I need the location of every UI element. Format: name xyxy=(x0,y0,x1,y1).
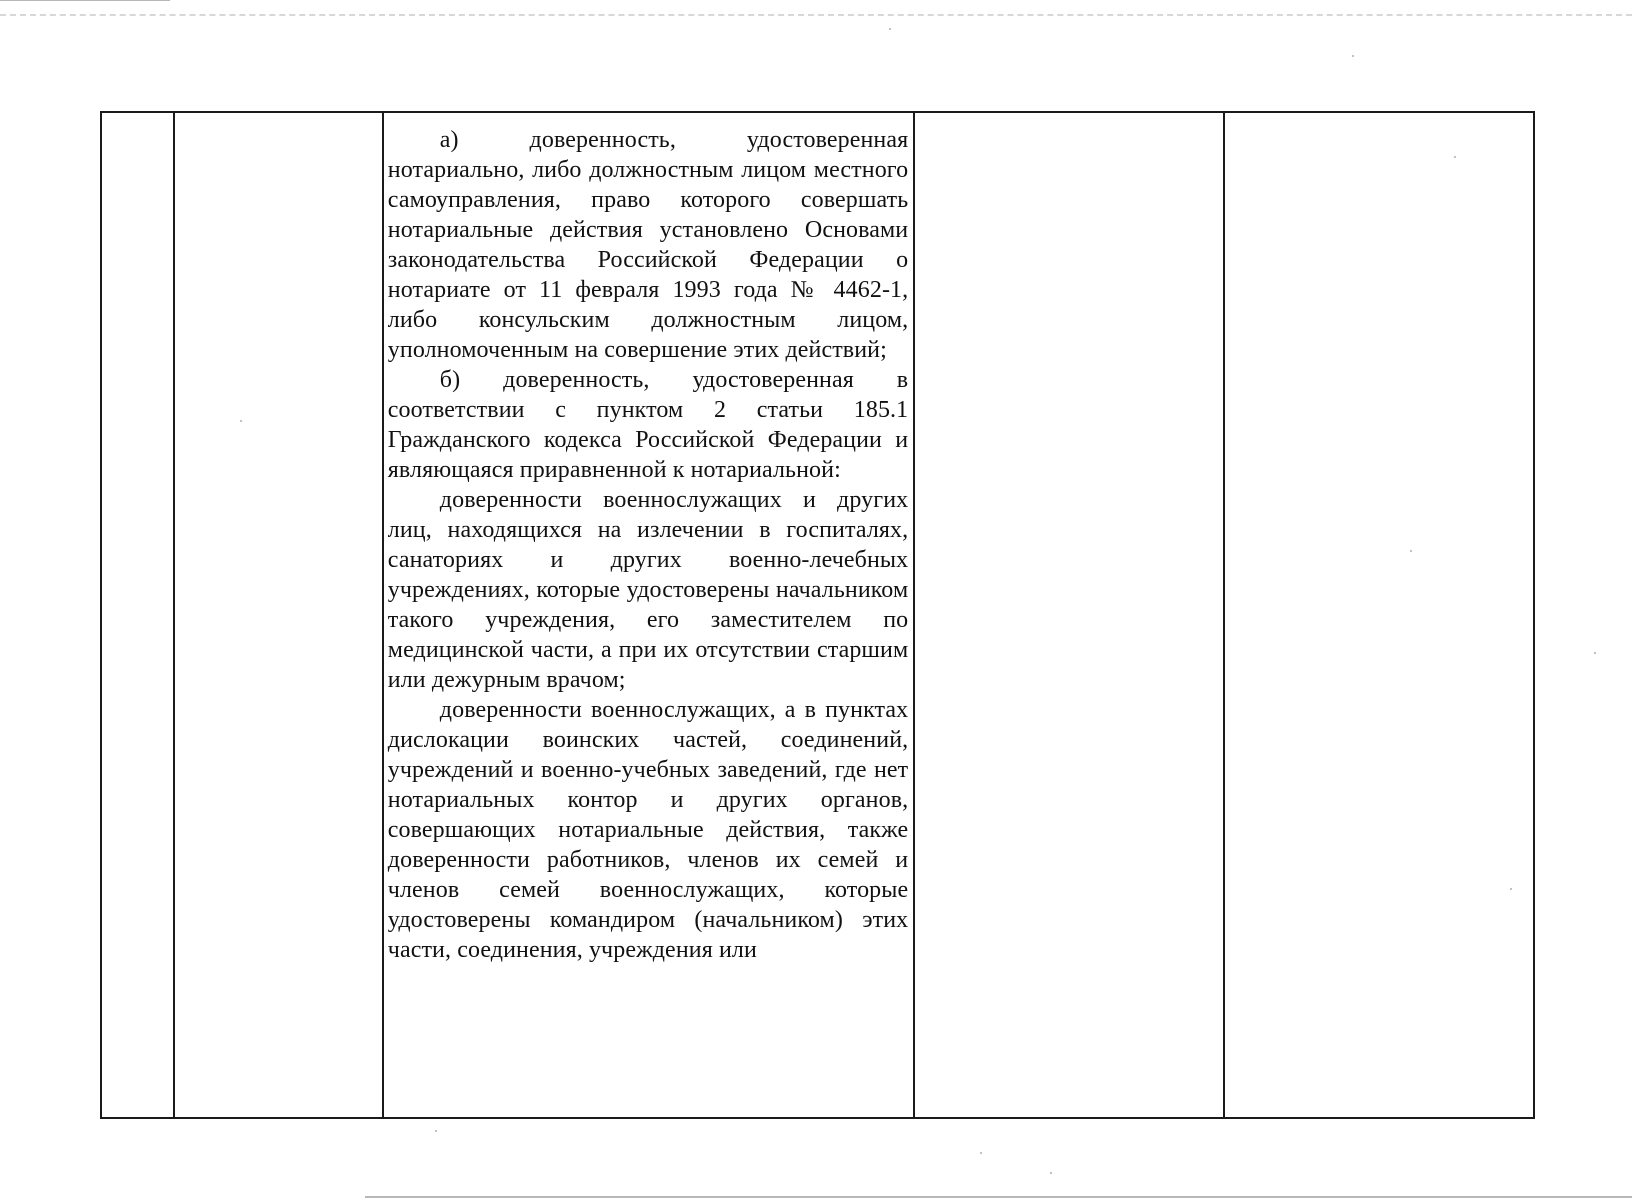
document-table xyxy=(100,111,1535,1119)
table-cell-name xyxy=(174,112,383,1118)
scan-speck xyxy=(435,1130,437,1132)
paragraph-b: б) доверенность, удостоверенная в соответствии с пунктом 2 статьи 185.1 Гражданского кодекса Российской Федерации и являющаяся приравненной к нотариальной: xyxy=(387,367,909,483)
table-row xyxy=(101,112,1534,1118)
table-cell-empty-4 xyxy=(914,112,1224,1118)
paragraph-military-units: доверенности военнослужащих, а в пунктах дислокации воинских частей, соединений, учреждений и военно-учебных заведений, где нет нотариальных контор и других органов, совершающих нотариальные действия, также доверенности работников, членов их семей и членов семей военнослужащих, которые удостоверены командиром (начальником) этих части, соединения, учреждения или xyxy=(387,697,909,963)
scan-artifact-bottom-line xyxy=(365,1196,1632,1198)
scan-artifact-line xyxy=(0,0,170,1)
scan-speck xyxy=(980,1152,982,1154)
scan-speck xyxy=(889,28,891,30)
paragraph-a: а) доверенность, удостоверенная нотариально, либо должностным лицом местного самоуправления, право которого совершать нотариальные действия установлено Основами законодательства Российской Федерации о нотариате от 11 февраля 1993 года № 4462-1, либо консульским должностным лицом, уполномоченным на совершение этих действий; xyxy=(387,127,909,363)
scan-speck xyxy=(1050,1172,1052,1174)
scan-speck xyxy=(1352,55,1354,57)
scan-artifact-dashed-line xyxy=(0,14,1632,16)
table-cell-empty-5 xyxy=(1224,112,1534,1118)
paragraph-military-hospitals: доверенности военнослужащих и других лиц, находящихся на излечении в госпиталях, санаториях и других военно-лечебных учреждениях, которые удостоверены начальником такого учреждения, его заместителем по медицинской части, а при их отсутствии старшим или дежурным врачом; xyxy=(387,487,909,693)
documents-text xyxy=(384,113,913,1117)
table-cell-documents xyxy=(383,112,914,1118)
table-cell-number xyxy=(101,112,174,1118)
scan-speck xyxy=(1594,652,1596,654)
